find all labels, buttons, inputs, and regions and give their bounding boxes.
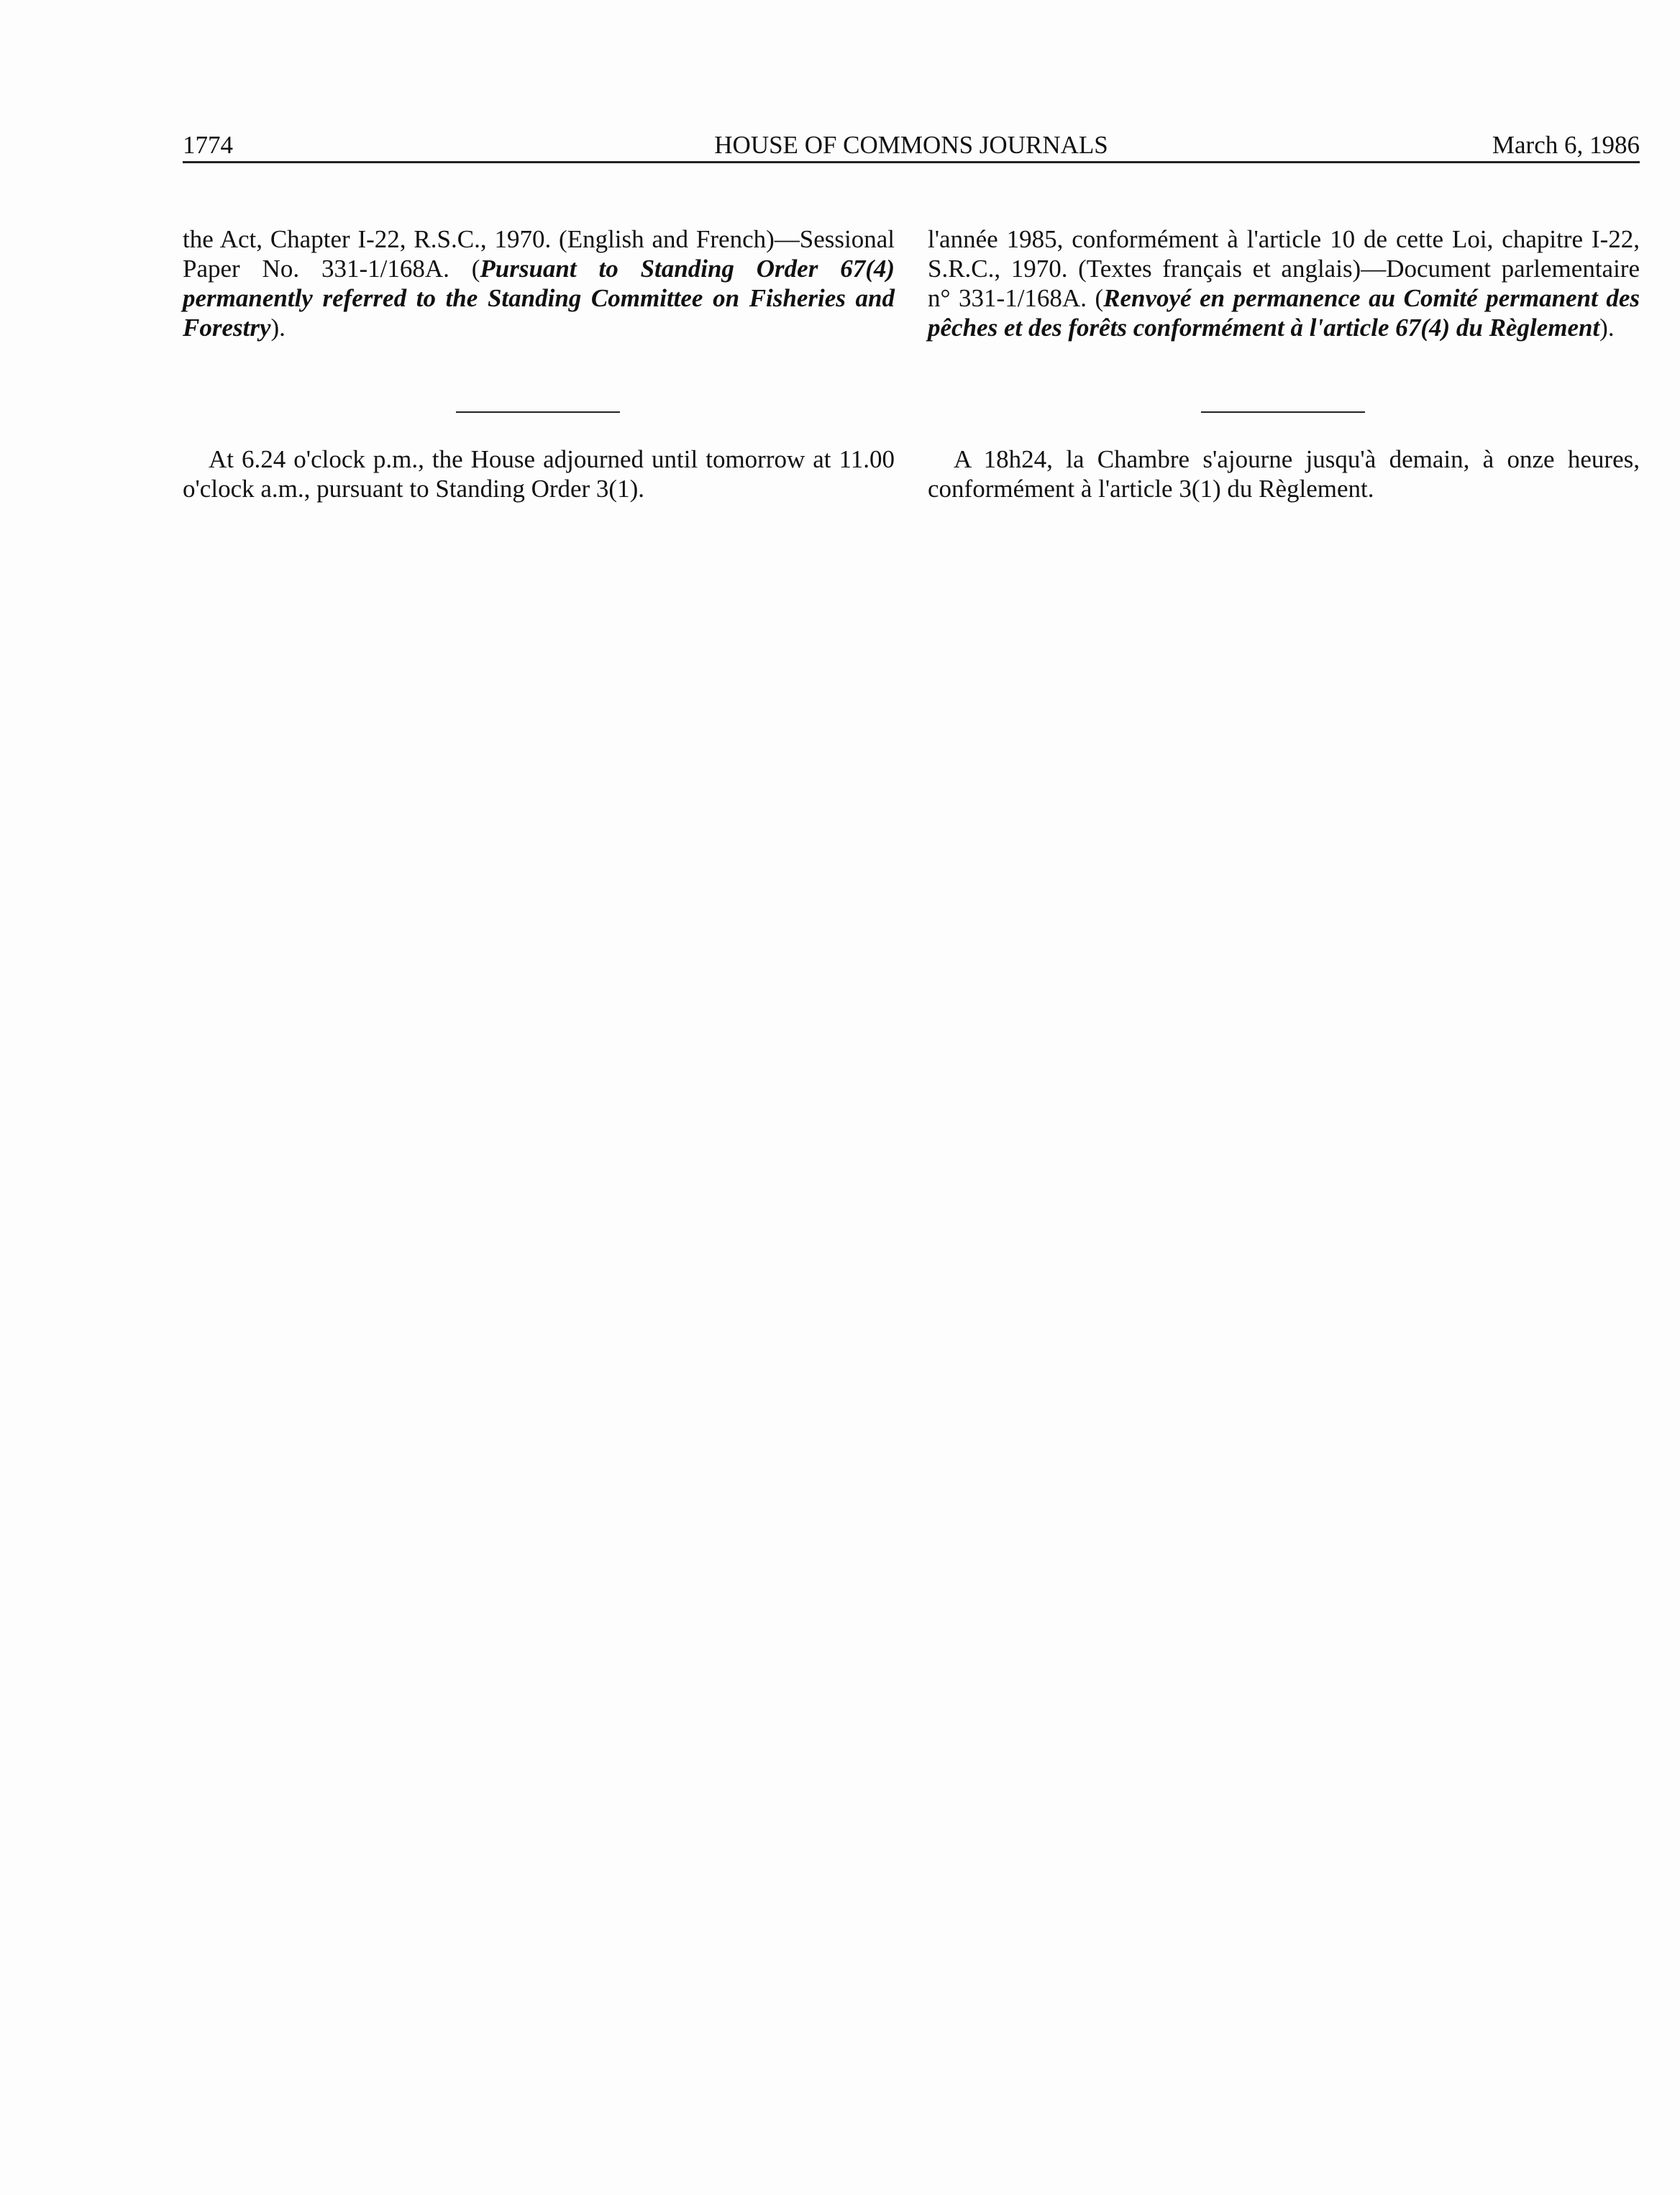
french-referral-note: Renvoyé en permanence au Comité permanent des pêches et des forêts conformément à l'article 67(4) du Règlement (928, 284, 1640, 342)
issue-date: March 6, 1986 (1492, 131, 1640, 159)
english-tabled-paper-text (183, 224, 895, 342)
journal-title: HOUSE OF COMMONS JOURNALS (714, 131, 1108, 159)
section-divider-french (1201, 411, 1365, 413)
french-paper-description: l'année 1985, conformément à l'article 10 de cette Loi, chapitre I-22, S.R.C., 1970. (Textes français et anglais)—Document parlementaire n° 331-1/168A. ( (928, 225, 1640, 312)
english-adjournment-text: At 6.24 o'clock p.m., the House adjourned until tomorrow at 11.00 o'clock a.m., pursuant to Standing Order 3(1). (183, 445, 895, 503)
french-tabled-paper-text (928, 224, 1640, 342)
english-adjournment (183, 444, 895, 503)
english-paper-close: ). (270, 314, 286, 342)
english-referral-note: Pursuant to Standing Order 67(4) permanently referred to the Standing Committee on Fisheries and Forestry (183, 255, 895, 342)
header-rule (183, 161, 1640, 163)
section-divider-english (456, 411, 620, 413)
page-number: 1774 (183, 131, 233, 159)
french-paper-close: ). (1599, 314, 1615, 342)
english-tabled-paper (183, 224, 895, 342)
running-header (183, 128, 1640, 163)
french-adjournment (928, 444, 1640, 503)
french-adjournment-text: A 18h24, la Chambre s'ajourne jusqu'à demain, à onze heures, conformément à l'article 3(1) du Règlement. (928, 445, 1640, 503)
english-paper-description: the Act, Chapter I-22, R.S.C., 1970. (English and French)—Sessional Paper No. 331-1/168A. ( (183, 225, 895, 283)
french-tabled-paper (928, 224, 1640, 342)
